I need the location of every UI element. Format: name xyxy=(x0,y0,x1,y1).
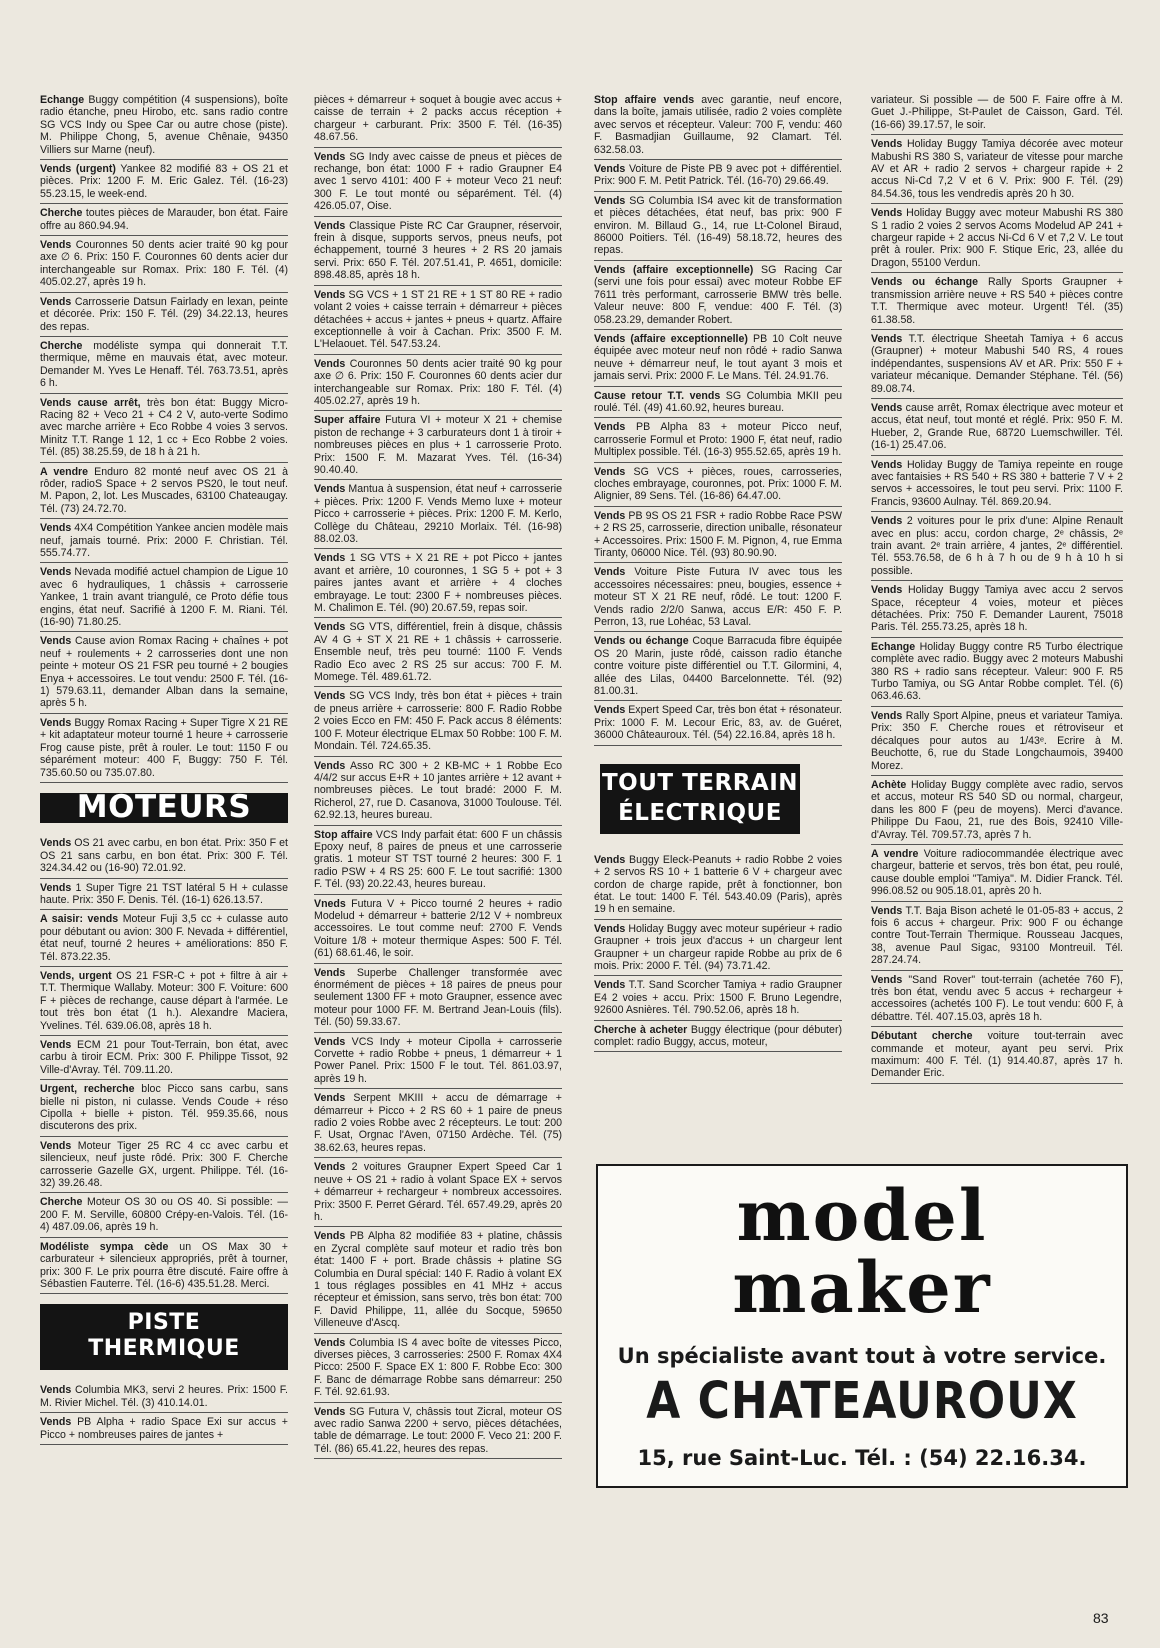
ad-lead: Vends xyxy=(40,837,72,850)
classified-ad xyxy=(314,1034,562,1090)
classified-ad xyxy=(40,1138,288,1194)
ad-lead: Vends, urgent xyxy=(40,969,112,982)
classified-ad xyxy=(871,457,1123,513)
ad-lead: Vends xyxy=(594,163,626,176)
classified-ad xyxy=(40,911,288,967)
classified-ad xyxy=(871,331,1123,399)
ad-text: T.T. électrique Sheetah Tamiya + 6 accus (Graupner) + moteur Mabushi 540 RS, 4 roues indépendantes, suspensions AV et AR. Prix: 550 F + variateur mécanique. Demander Stéphane. Tél. (56) 89.08.74. xyxy=(871,332,1123,395)
ad-lead: Vends xyxy=(40,635,72,648)
ads-list-tt xyxy=(594,852,842,1053)
ad-lead: Vends xyxy=(40,522,72,535)
classified-ad xyxy=(594,921,842,977)
advert-tagline: Un spécialiste avant tout à votre service. xyxy=(617,1344,1107,1368)
ad-text: Serpent MKIII + accu de démarrage + démarreur + Picco + 2 RS 60 + 1 paire de pneus radio 2 voies Robbe avec 2 récepteurs. Le tout: 200 F. Usat, Orgnac l'Aven, 07150 Ardèche. Tél. (75) 38.62.63, heures repas. xyxy=(314,1092,562,1154)
ad-lead: Vends xyxy=(314,1336,346,1349)
column-3 xyxy=(594,92,842,1053)
classified-ad xyxy=(40,395,288,463)
ad-text: Moteur OS 30 ou OS 40. Si possible: — 200 F. M. Serville, 60800 Crépy-en-Valois. Tél. (16-4) 487.09.06, après 19 h. xyxy=(40,1196,288,1234)
classified-ad xyxy=(314,1404,562,1460)
ad-lead: Vends xyxy=(314,552,346,565)
ad-text: toutes pièces de Marauder, bon état. Faire offre au 860.94.94. xyxy=(40,207,288,232)
ad-text: Asso RC 300 + 2 KB-MC + 1 Robbe Eco 4/4/2 sur accus E+R + 10 jantes arrière + 12 avant + nombreuses pièces. Le tout bradé: 2000 F. M. Richerol, 27, rue D. Casanova, 31000 Toulouse. Tél. 62.92.13, heures bureau. xyxy=(314,759,562,822)
classified-ad xyxy=(871,513,1123,581)
ad-text: Holiday Buggy Tamiya avec accu 2 servos Space, récepteur 4 voies, moteur et pièces détachées. Prix: 750 F. Demander Laurent, 75018 Paris. Tél. 255.73.25, après 18 h. xyxy=(871,584,1123,634)
ad-lead: Vends (affaire exceptionnelle) xyxy=(594,263,754,276)
classified-ad xyxy=(594,464,842,507)
ad-text: PB 9S OS 21 FSR + radio Robbe Race PSW + 2 RS 25, carrosserie, direction uniballe, résonateur + Accessoires. Prix: 1500 F. M. Pignon, 4, rue Emma Tiranty, 06000 Nice. Tél. (93) 80.90.90. xyxy=(594,509,842,559)
classified-ad xyxy=(594,92,842,160)
ad-text: Columbia MK3, servi 2 heures. Prix: 1500 F. M. Rivier Michel. Tél. (3) 410.14.01. xyxy=(40,1384,288,1409)
ad-text: Futura VI + moteur X 21 + chemise piston de rechange + 3 carburateurs dont 1 à tiroir + nombreuses pièces en plus + 1 carrosserie Proto. Prix: 1500 F. M. Mazarat Yves. Tél. (16-34) 90.40.40. xyxy=(314,414,562,476)
classified-ad xyxy=(594,388,842,419)
section-banner-tout-terrain-electrique xyxy=(600,764,800,834)
classified-ad xyxy=(40,92,288,160)
column-4 xyxy=(871,92,1123,1085)
ads-list-top xyxy=(40,92,288,783)
ad-lead: Vends xyxy=(871,207,903,220)
ad-lead: Vends cause arrêt, xyxy=(40,396,141,409)
ad-text: Buggy électrique (pour débuter) complet: radio Buggy, accus, moteur, xyxy=(594,1023,843,1048)
classified-ad xyxy=(40,835,288,878)
ad-lead: Vends xyxy=(871,584,903,597)
ad-text: Holiday Buggy avec moteur supérieur + radio Graupner + trois jeux d'accus + un chargeur lent Graupner + un chargeur rapide Robbe au prix de 6 mois. Prix: 2000 F. Tél. (94) 73.71.42. xyxy=(594,922,842,972)
ad-lead: Vends xyxy=(40,566,72,579)
ad-text: un OS Max 30 + carburateur + silencieux appropriés, prêt à tourner, prix: 300 F. Le prix pourra être discuté. Faire offre à Sébastien Fauterre. Tél. (16-6) 435.51.28. Merci. xyxy=(40,1240,288,1290)
classified-ad xyxy=(40,880,288,911)
ads-list-piste xyxy=(40,1382,288,1445)
ad-lead: Stop affaire xyxy=(314,828,373,841)
ad-lead: Vends xyxy=(871,904,903,917)
classified-ad xyxy=(871,1028,1123,1084)
ad-lead: Débutant cherche xyxy=(871,1030,973,1043)
model-maker-logo xyxy=(598,1174,1126,1329)
ad-text: Rally Sports Graupner + transmission arrière neuve + RS 540 + pièces contre T.T. Thermique avec moteur. Urgent! Tél. (35) 61.38.58. xyxy=(871,276,1123,326)
ads-list-moteurs xyxy=(40,835,288,1294)
section-banner-moteurs: MOTEURS xyxy=(40,793,288,823)
classified-ad xyxy=(314,688,562,756)
ad-lead: Vends xyxy=(40,239,72,252)
ad-lead: Vends xyxy=(314,1230,346,1243)
classified-ad xyxy=(314,218,562,286)
classified-ad xyxy=(40,1239,288,1295)
ad-text: PB Alpha 83 + moteur Picco neuf, carrosserie Formul et Proto: 1900 F, état neuf, radio Multiplex possible. Tél. (16-3) 955.52.65, après 19 h. xyxy=(594,421,842,459)
classified-ad xyxy=(594,564,842,632)
classified-ad xyxy=(40,564,288,632)
classified-ad xyxy=(314,1228,562,1333)
ad-text: T.T. Baja Bison acheté le 01-05-83 + accus, 2 fois 6 accus + chargeur. Prix: 900 F ou échange contre Tout-Terrain Thermique. Rousseau Jacques, 38, avenue Paul Sigac, 93100 Montreuil. Tél. 287.24.74. xyxy=(871,904,1123,967)
classified-ad xyxy=(314,550,562,618)
ad-text: ECM 21 pour Tout-Terrain, bon état, avec carbu à tiroir ECM. Prix: 300 F. Philippe Tissot, 92 Ville-d'Avray. Tél. 709.11.20. xyxy=(40,1039,288,1076)
ads-list-top xyxy=(594,92,842,746)
ad-lead: Vends xyxy=(314,621,346,634)
ad-text: Holiday Buggy de Tamiya repeinte en rouge avec fantaisies + RS 540 + RS 380 + batterie 7 V + 2 servos + accessoires, le tout peu servi. Prix: 1100 F. Francis, 93600 Aulnay. Tél. 869.20.94. xyxy=(871,458,1123,508)
column-2 xyxy=(314,92,562,1460)
ad-lead: Cherche xyxy=(40,339,83,352)
ad-lead: A vendre xyxy=(871,847,919,860)
ad-lead: Vends xyxy=(314,1405,346,1418)
ad-text: Voiture radiocommandée électrique avec chargeur, batterie et servos, très bon état, peu roulé, cause double emploi "Tamiya". M. Didier Franck. Tél. 996.08.52 ou 905.18.01, après 20 h. xyxy=(871,847,1123,898)
ad-lead: Vends xyxy=(314,966,346,979)
classified-ad xyxy=(594,262,842,330)
ad-lead: Vends xyxy=(314,1092,346,1105)
ad-text: SG VTS, différentiel, frein à disque, châssis AV 4 G + ST X 21 RE + 1 châssis + carrosserie. Ensemble neuf, très peu tourné: 1100 F. Vends Radio Eco avec 2 RS 25 sur accus: 700 F. M. Momege. Tél. 489.61.72. xyxy=(314,621,562,684)
ad-text: Enduro 82 monté neuf avec OS 21 à rôder, radioS Space + 2 servos PS20, le tout neuf. M. Papon, 2, lot. Les Muscades, 63100 Chateaugay. Tél. (73) 24.72.70. xyxy=(40,465,288,515)
ad-text: Couronnes 50 dents acier traité 90 kg pour axe ∅ 6. Prix: 150 F. Couronnes 60 dents acier dur interchangeable sur Romax. Prix: 180 F. Tél. (4) 405.02.27, après 19 h. xyxy=(40,239,288,289)
classified-ad xyxy=(40,633,288,713)
classified-ad xyxy=(594,977,842,1020)
ad-lead: Vends xyxy=(871,138,903,151)
ad-lead: Echange xyxy=(40,94,85,106)
ad-lead: Vends xyxy=(40,1416,72,1429)
ad-lead: Vends (affaire exceptionnelle) xyxy=(594,332,748,345)
ad-text: Voiture de Piste PB 9 avec pot + différentiel. Prix: 900 F. M. Petit Patrick. Tél. (16-70) 29.66.49. xyxy=(594,163,842,188)
classified-ad xyxy=(871,639,1123,707)
classified-ad xyxy=(40,205,288,236)
ad-lead: Vends ou échange xyxy=(594,635,689,648)
ad-lead: Vends xyxy=(871,515,903,528)
classified-ad xyxy=(40,464,288,520)
ad-text: Classique Piste RC Car Graupner, réservoir, frein à disque, supports servos, pneus neufs, pot échappement, tourné 3 heures + 2 RS 20 jamais servi. Prix: 650 F. Tél. 207.51.41, P. 4651, domicile: 898.48.85, après 18 h. xyxy=(314,219,562,282)
ad-text: Moteur Fuji 3,5 cc + culasse auto pour débutant ou avion: 300 F. Nevada + différentiel, état neuf, tourné 2 heures + améliorations: 850 F. Tél. 873.22.35. xyxy=(40,913,288,963)
classified-ad xyxy=(40,1382,288,1413)
ad-lead: Achète xyxy=(871,778,907,791)
ad-lead: Vends xyxy=(314,759,346,772)
classified-ad xyxy=(314,92,562,148)
ad-text: modéliste sympa qui donnerait T.T. thermique, même en mauvais état, avec moteur. Demander M. Yves Le Henaff. Tél. 763.73.51, après 6 h. xyxy=(40,339,288,390)
ad-text: 2 voitures Graupner Expert Speed Car 1 neuve + OS 21 + radio à volant Space EX + servos + démarreur + rechargeur + nombreux accessoires. Prix: 3500 F. Perret Gérard. Tél. 657.49.29, après 20 h. xyxy=(314,1161,562,1223)
classified-ad xyxy=(314,619,562,687)
classified-ad xyxy=(594,331,842,387)
classified-ad xyxy=(871,400,1123,456)
ad-lead: Vends xyxy=(40,1139,72,1152)
classified-ad xyxy=(871,136,1123,204)
ad-text: très bon état: Buggy Micro-Racing 82 + Veco 21 + C4 2 V, auto-verte Sodimo avec marche arrière + Eco Robbe 4 voies 3 servos. Minitz T.T. Range 1 12, 1 cc + Eco Robbe 2 voies. Tél. (85) 38.25.59, de 18 h à 21 h. xyxy=(40,396,288,459)
ad-text: Nevada modifié actuel champion de Ligue 10 avec 6 hydrauliques, 1 châssis + carrosserie Yankee, 1 train avant triangulé, ce Proto défie tous engins, état neuf. Sacrifié à 1200 F. M. Riani. Tél. (16-90) 71.80.25. xyxy=(40,566,288,629)
classified-ad xyxy=(871,92,1123,135)
classified-ad xyxy=(40,1194,288,1237)
classified-ad xyxy=(314,356,562,412)
ad-lead: Vends xyxy=(594,421,626,434)
classified-ad xyxy=(40,237,288,293)
classified-ad xyxy=(871,972,1123,1028)
ad-lead: Vends xyxy=(594,465,626,478)
ad-text: SG Indy avec caisse de pneus et pièces de rechange, bon état: 1000 F + radio Graupner E4 avec 1 servo 4101: 400 F + moteur Veco 21 neuf: 300 F. Le tout monté ou séparément. Tél. (4) 426.05.07, Oise. xyxy=(314,150,562,213)
ad-text: Carrosserie Datsun Fairlady en lexan, peinte et décorée. Prix: 150 F. Tél. (29) 34.22.13, heures des repas. xyxy=(40,295,288,333)
ad-text: Voiture Piste Futura IV avec tous les accessoires nécessaires: pneu, bougies, essence + moteur ST X 21 RE neuf, rôdé. Le tout: 1200 F. Vends radio 2/2/0 Sanwa, accus E/R: 450 F. P. Perron, 13, rue Lohéac, 53 Laval. xyxy=(594,566,842,629)
classified-ad xyxy=(40,715,288,783)
classified-ad xyxy=(594,1022,842,1053)
classified-ad xyxy=(871,205,1123,273)
ad-lead: Vends xyxy=(594,853,626,866)
ad-lead: Vends (urgent) xyxy=(40,163,116,176)
classified-ad xyxy=(314,481,562,549)
classified-ad xyxy=(40,1414,288,1445)
classified-ad xyxy=(314,1335,562,1403)
ad-text: Cause avion Romax Racing + chaînes + pot neuf + roulements + 2 carrosseries dont une non peinte + moteur OS 21 FSR peu tourné + 2 bougies Enya + accessoires. Le tout vendu: 2500 F. Tél. (16-1) 579.63.11, demander Alban dans la semaine, après 5 h. xyxy=(40,635,288,710)
classified-ad xyxy=(40,338,288,394)
logo-line: model xyxy=(736,1174,988,1257)
ad-text: voiture tout-terrain avec commande et moteur, ayant peu servi. Prix maximum: 400 F. Tél. (1) 914.40.87, après 17 h. Demander Eric. xyxy=(871,1030,1124,1080)
ad-text: SG VCS + pièces, roues, carrosseries, cloches embrayage, couronnes, pot. Prix: 1000 F. M. Alignier, 89 Sens. Tél. (16-86) 64.47.00. xyxy=(594,465,842,503)
ad-lead: Vends xyxy=(314,288,346,301)
ad-text: Rally Sport Alpine, pneus et variateur Tamiya. Prix: 350 F. Cherche roues et rétroviseur et décalques pour autos au 1/43ᵉ. Ecrire à M. Beuchotte, 6, rue du Stade Longchaumois, 39400 Morez. xyxy=(871,709,1123,772)
ad-text: SG Futura V, châssis tout Zicral, moteur OS avec radio Sanwa 2200 + servo, pièces détachées, table de démarrage. Le tout: 2000 F. Veco 21: 200 F. Tél. (86) 65.41.22, heures des repas. xyxy=(314,1405,562,1455)
ad-text: VCS Indy parfait état: 600 F un châssis Epoxy neuf, 8 paires de pneus et une carrosserie gratis. 1 moteur ST TST tourné 2 heures: 300 F. 1 radio PSW + 4 RS 25: 600 F. Le tout sacrifié: 1300 F. Tél. (93) 20.22.43, heures bureau. xyxy=(314,828,562,891)
classified-ad xyxy=(314,827,562,895)
ad-lead: Vneds xyxy=(314,897,346,910)
ad-text: Mantua à suspension, état neuf + carrosserie + pièces. Prix: 1200 F. Vends Memo luxe + moteur Picco + carrosserie + pièces. Prix: 1200 F. M. Kerlo, Collège du Château, 29210 Morlaix. Tél. (16-98) 88.02.03. xyxy=(314,483,562,545)
ad-lead: Super affaire xyxy=(314,414,381,427)
classified-ad xyxy=(871,708,1123,776)
ad-lead: Vends xyxy=(871,973,903,986)
ad-lead: Vends xyxy=(594,979,626,992)
ad-text: Buggy compétition (4 suspensions), boîte radio étanche, pneu Hirobo, etc. sans radio contre SG VCS Indy ou Spee Car ou autre chose (piste). M. Philippe Chong, 5, avenue Chênaie, 94350 Villiers sur Marne (neuf). xyxy=(40,94,288,156)
ad-text: PB 10 Colt neuve équipée avec moteur neuf non rôdé + radio Sanwa neuve + démarreur neuf, le tout ayant 3 mois et jamais servi. Prix: 2000 F. Le Mans. Tél. 24.91.76. xyxy=(594,332,842,383)
ad-text: Yankee 82 modifié 83 + OS 21 et pièces. Prix: 1200 F. M. Eric Galez. Tél. (16-23) 55.23.15, le week-end. xyxy=(40,163,288,200)
ad-lead: Vends xyxy=(594,194,626,207)
ad-text: "Sand Rover" tout-terrain (achetée 760 F), très bon état, vendu avec 5 accus + rechargeur + accessoires (achetés 100 F). Le tout vendu: 600 F, à débattre. Tél. 407.15.03, après 18 h. xyxy=(871,973,1123,1023)
ad-text: SG VCS + 1 ST 21 RE + 1 ST 80 RE + radio volant 2 voies + caisse terrain + démarreur + pièces détachées + accus + jantes + pneus + quartz. Affaire exceptionnelle à voir à Cachan. Prix: 3500 F. M. L'Helaouet. Tél. 547.53.24. xyxy=(314,288,562,351)
ad-text: 2 voitures pour le prix d'une: Alpine Renault avec en plus: accu, cordon charge, 2ᵉ châssis, 2ᵉ train avant. 2ᵉ train arrière, 4 jantes, 2ᵉ différentiel. Tél. 553.76.58, de 6 h à 7 h ou de 9 h à 10 h si possible. xyxy=(871,515,1123,577)
ad-lead: Vends ou échange xyxy=(871,276,979,289)
classified-ad xyxy=(594,702,842,745)
classified-ad xyxy=(871,582,1123,638)
ad-lead: Vends xyxy=(314,1161,346,1174)
ad-lead: Vends xyxy=(314,357,346,370)
classified-ad xyxy=(314,412,562,480)
ad-text: variateur. Si possible — de 500 F. Faire offre à M. Guet J.-Philippe, St-Paulet de Caisson, Gard. Tél. (16-66) 39.17.57, le soir. xyxy=(871,94,1123,131)
classified-ad xyxy=(871,274,1123,330)
ad-lead: Cherche xyxy=(40,1196,83,1209)
classified-ad xyxy=(40,294,288,337)
classified-ad xyxy=(594,419,842,462)
ad-lead: Vends xyxy=(871,458,903,471)
ad-text: PB Alpha + radio Space Exi sur accus + Picco + nombreuses paires de jantes + xyxy=(40,1416,288,1441)
ad-lead: Vends xyxy=(40,1039,72,1051)
ad-text: Superbe Challenger transformée avec énormément de pièces + 18 paires de pneus pour seulement 1300 FF + moto Graupner, essence avec moteur pour 1000 FF. M. Bertrand Jean-Louis (fils). Tél. (50) 59.33.67. xyxy=(314,966,562,1029)
classified-ad xyxy=(40,1081,288,1137)
banner-line: ÉLECTRIQUE xyxy=(618,799,782,826)
ad-lead: Echange xyxy=(871,640,916,653)
banner-line: TOUT TERRAIN xyxy=(601,769,799,796)
ad-text: bloc Picco sans carbu, sans bielle ni piston, ni culasse. Vends Coude + réso Cipolla + bielle + piston. Tél. 959.35.66, nous discuterons des prix. xyxy=(40,1083,288,1133)
logo-line: maker xyxy=(732,1246,992,1329)
ad-lead: Vends xyxy=(871,332,903,345)
classified-ad xyxy=(40,520,288,563)
ad-text: VCS Indy + moteur Cipolla + carrosserie Corvette + radio Robbe + pneus, 1 démarreur + 1 Power Panel. Prix: 1500 F le tout. Tél. 861.03.97, après 19 h. xyxy=(314,1035,562,1085)
ad-text: Holiday Buggy contre R5 Turbo électrique complète avec radio. Buggy avec 2 moteurs Mabushi 380 RS + radio sans récepteur. Valeur: 900 F. R5 Turbo Tamiya, ou SG Antar Robbe complet. Tél. (6) 063.46.63. xyxy=(871,640,1123,703)
ad-lead: Vends xyxy=(594,922,626,935)
ad-lead: Vends xyxy=(314,150,346,163)
page-number: 83 xyxy=(1093,1610,1109,1626)
ad-text: SG Columbia MKII peu roulé. Tél. (49) 41.60.92, heures bureau. xyxy=(594,389,842,414)
classified-ad xyxy=(594,852,842,920)
ad-text: avec garantie, neuf encore, dans la boîte, jamais utilisée, radio 2 voies complète avec servos et récepteur. Valeur: 700 F, vendu: 460 F. Basmadjian Guillaume, 92 Clamart. Tél. 632.58.03. xyxy=(594,94,842,156)
ad-text: 1 Super Tigre 21 TST latéral 5 H + culasse haute. Prix: 350 F. Denis. Tél. (16-1) 626.13.57. xyxy=(40,881,288,906)
ad-text: OS 21 FSR-C + pot + filtre à air + T.T. Thermique Wallaby. Moteur: 300 F. Voiture: 600 F + pièces de rechange, cause départ à l'armée. Le tout très bon état (1 h.). Alexandre Maciera, Yvelines. Tél. 639.06.08, après 18 h. xyxy=(40,969,288,1032)
ad-lead: A saisir: vends xyxy=(40,913,119,926)
ad-text: Columbia IS 4 avec boîte de vitesses Picco, diverses pièces, 3 carrosseries: 2500 F. Romax 4X4 Picco: 2500 F. Space EX 1: 800 F. Robbe Eco: 300 F. Banc de démarrage Robbe sans démarreur: 250 F. Tél. 92.61.93. xyxy=(314,1336,562,1399)
classified-ad xyxy=(871,846,1123,902)
ad-lead: Vends xyxy=(314,483,346,496)
classified-ad xyxy=(594,161,842,192)
section-banner-piste-thermique xyxy=(40,1304,288,1370)
ad-lead: Vends xyxy=(40,295,72,308)
ad-lead: Vends xyxy=(40,716,72,729)
ad-text: SG VCS Indy, très bon état + pièces + train de pneus arrière + carrosserie: 800 F. Radio Robbe 2 voies Ecco en FM: 450 F. Pack accus 8 éléments: 100 F. Moteur électrique ELmax 50 Robbe: 100 F. M. Mondain. Tél. 724.65.35. xyxy=(314,690,562,753)
ad-text: Couronnes 50 dents acier traité 90 kg pour axe ∅ 6. Prix: 150 F. Couronnes 60 dents acier dur interchangeable sur Romax. Prix: 180 F. Tél. (4) 405.02.27, après 19 h. xyxy=(314,357,562,407)
ad-text: SG Racing Car (servi une fois pour essai) avec moteur Robbe EF 7611 très performant, carrosserie BMW très belle. Valeur neuve: 800 F, vendue: 400 F. Tél. (3) 058.23.29, demander Robert. xyxy=(594,263,842,326)
classified-ad xyxy=(314,965,562,1033)
ad-text: 4X4 Compétition Yankee ancien modèle mais neuf, jamais tourné. Prix: 2000 F. Christian. Tél. 555.74.77. xyxy=(40,522,288,559)
ad-lead: Vends xyxy=(594,566,626,579)
classified-ad xyxy=(314,1090,562,1158)
model-maker-advert xyxy=(596,1164,1128,1488)
ad-text: pièces + démarreur + soquet à bougie avec accus + caisse de terrain + 2 packs accus réception + chargeur + carburant. Prix: 3500 F. Tél. (16-35) 48.67.56. xyxy=(314,94,562,144)
ad-lead: Cherche xyxy=(40,207,83,220)
ad-text: Moteur Tiger 25 RC 4 cc avec carbu et silencieux, neuf juste rôdé. Prix: 300 F. Cherche carrosserie Gazelle GX, urgent. Philippe. Tél. (16-32) 39.26.48. xyxy=(40,1139,288,1190)
ad-text: 1 SG VTS + X 21 RE + pot Picco + jantes avant et arrière, 10 couronnes, 1 SG 5 + pot + 3 paires jantes avant et arrière + 4 cloches embrayage. Le tout: 2300 F + nombreuses pièces. M. Chalimon E. Tél. (90) 20.67.59, repas soir. xyxy=(314,552,562,615)
classified-ad xyxy=(871,777,1123,845)
ad-text: Buggy Romax Racing + Super Tigre X 21 RE + kit adaptateur moteur tourné 1 heure + carrosserie Frog cause piste, prêt à rouler. Le tout: 1150 F ou séparément moteur: 400 F, Buggy: 750 F. Tél. 735.60.50 ou 735.07.80. xyxy=(40,716,288,779)
ad-lead: Modéliste sympa cède xyxy=(40,1240,169,1253)
ad-lead: Vends xyxy=(594,509,626,522)
classified-ad xyxy=(594,193,842,261)
ad-text: Buggy Eleck-Peanuts + radio Robbe 2 voies + 2 servos RS 10 + 1 batterie 6 V + chargeur avec cordon de charge rapide, prêt à fonctionner, bon état. Le tout: 1400 F. Tél. 543.40.09 (Paris), après 19 h en semaine. xyxy=(594,853,842,916)
ad-lead: Vends xyxy=(871,709,903,722)
ad-lead: Vends xyxy=(314,219,346,232)
advert-address: 15, rue Saint-Luc. Tél. : (54) 22.16.34. xyxy=(637,1446,1087,1470)
ad-text: T.T. Sand Scorcher Tamiya + radio Graupner E4 2 voies + accu. Prix: 1500 F. Bruno Legendre, 92600 Asnières. Tél. 790.52.06, après 18 h. xyxy=(594,979,842,1017)
ad-text: Expert Speed Car, très bon état + résonateur. Prix: 1000 F. M. Lecour Eric, 83, av. de Guéret, 36000 Châteauroux. Tél. (54) 22.16.84, après 18 h. xyxy=(594,704,842,742)
ad-lead: Vends xyxy=(314,690,346,703)
ad-text: cause arrêt, Romax électrique avec moteur et accus, état neuf, tout monté et réglé. Prix: 950 F. M. Hueber, 2, Grande Rue, 68720 Luemschwiller. Tél. (16-1) 25.47.06. xyxy=(871,401,1123,452)
column-1 xyxy=(40,92,288,1446)
advert-city: A CHATEAUROUX xyxy=(646,1372,1078,1431)
ad-text: Holiday Buggy avec moteur Mabushi RS 380 S 1 radio 2 voies 2 servos Acoms Modelud AP 241 + chargeur rapide + 2 accus Ni-Cd 6 V et 7,2 V. Le tout prêt à rouler. Prix: 900 F. Stique Eric, 23, allée du Dragon, 55100 Verdun. xyxy=(871,207,1123,269)
ad-text: Coque Barracuda fibre équipée OS 20 Marin, juste rôdé, caisson radio étanche contre voiture piste différentiel ou T.T. Gilormini, 4, allée des Lilas, 04400 Barcelonnette. Tél. (92) 81.00.31. xyxy=(594,635,842,698)
ad-lead: Vends xyxy=(871,401,903,414)
ad-lead: Vends xyxy=(40,1384,72,1397)
ad-text: Holiday Buggy Tamiya décorée avec moteur Mabushi RS 380 S, variateur de vitesse pour marche AV et AR + radio 2 servos + chargeur rapide + 2 accus Ni-Cd 7,2 V et 6 V. Prix: 900 F. Tél. (29) 84.54.36, tous les vendredis après 20 h 30. xyxy=(871,138,1123,200)
ad-text: PB Alpha 82 modifiée 83 + platine, châssis en Zycral complète sauf moteur et radio très bon état: 1400 F + port. Brade châssis + platine SG Columbia en Dural spécial: 140 F. Radio à volant EX 1 tous réglages possibles en 41 MHz + accus récepteur et émission, sans servo, très bon état: 700 F. David Philippe, 11, allée du Socque, 59650 Villeneuve d'Ascq. xyxy=(314,1230,562,1330)
ad-text: Holiday Buggy complète avec radio, servos et accus, moteur RS 540 SD ou normal, chargeur, dans les 800 F (peu de moyens). Merci d'avance. Philippe Du Faou, 21, rue des Bois, 92410 Ville-d'Avray. Tél. 709.57.73, après 7 h. xyxy=(871,778,1123,841)
classified-ad xyxy=(314,896,562,964)
classified-ad xyxy=(594,633,842,701)
ad-lead: Cause retour T.T. vends xyxy=(594,389,721,402)
classified-ad xyxy=(314,287,562,355)
ad-lead: Vends xyxy=(594,704,626,717)
ad-lead: Urgent, recherche xyxy=(40,1083,135,1096)
ad-lead: Cherche à acheter xyxy=(594,1023,688,1036)
ad-text: Futura V + Picco tourné 2 heures + radio Modelud + démarreur + batterie 2/12 V + nombreux accessoires. Le tout comme neuf: 2700 F. Vends Voiture 1/8 + moteur thermique Aspes: 500 F. Tél. (61) 68.61.46, le soir. xyxy=(314,897,562,960)
banner-line: THERMIQUE xyxy=(88,1336,240,1362)
classified-ad xyxy=(40,968,288,1036)
ad-lead: Vends xyxy=(314,1035,346,1048)
classified-ad xyxy=(871,903,1123,971)
ad-text: SG Columbia IS4 avec kit de transformation et pièces détachées, état neuf, bas prix: 900 F environ. M. Billaud G., 14, rue Lt-Colonel Biraud, 86000 Poitiers. Tél. (16-49) 58.18.72, heures des repas. xyxy=(594,194,842,257)
classified-ad xyxy=(314,149,562,217)
classified-ad xyxy=(594,508,842,564)
ad-lead: Vends xyxy=(40,881,72,894)
ad-text: OS 21 avec carbu, en bon état. Prix: 350 F et OS 21 sans carbu, en bon état. Prix: 300 F. Tél. 324.34.42 ou (16-90) 72.01.92. xyxy=(40,837,288,875)
ad-lead: Stop affaire vends xyxy=(594,94,695,106)
classified-ad xyxy=(314,1159,562,1227)
banner-line: PISTE xyxy=(127,1310,201,1336)
ad-lead: A vendre xyxy=(40,465,89,478)
classified-ad xyxy=(314,758,562,826)
classified-ad xyxy=(40,1037,288,1080)
classified-ad xyxy=(40,161,288,204)
